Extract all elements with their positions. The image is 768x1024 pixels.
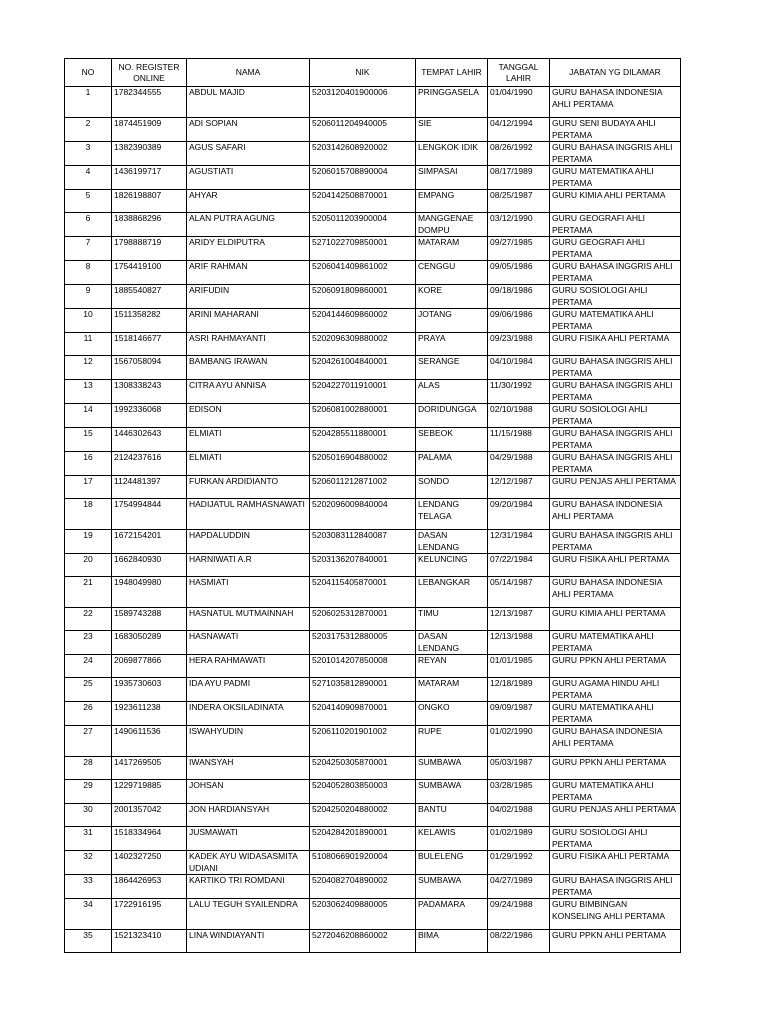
cell-jabatan: GURU PENJAS AHLI PERTAMA [550, 476, 681, 499]
table-row [65, 261, 681, 285]
cell-tempat-lahir: ONGKO [416, 702, 488, 726]
cell-nik: 5206011212871002 [310, 476, 416, 499]
cell-tempat-lahir: SUMBAWA [416, 875, 488, 899]
table-row [65, 655, 681, 678]
cell-nama: ELMIATI [187, 428, 310, 452]
table-row [65, 804, 681, 827]
cell-jabatan: GURU KIMIA AHLI PERTAMA [550, 190, 681, 213]
header-register: NO. REGISTER ONLINE [112, 59, 187, 87]
table-row [65, 780, 681, 804]
table-row [65, 899, 681, 930]
cell-jabatan: GURU BAHASA INDONESIA AHLI PERTAMA [550, 87, 681, 118]
cell-jabatan: GURU SOSIOLOGI AHLI PERTAMA [550, 404, 681, 428]
cell-jabatan: GURU SOSIOLOGI AHLI PERTAMA [550, 827, 681, 851]
table-row [65, 499, 681, 530]
cell-tempat-lahir: DASAN LENDANG [416, 631, 488, 655]
cell-nama: ARIFUDIN [187, 285, 310, 309]
cell-nik: 5204227011910001 [310, 380, 416, 404]
cell-jabatan: GURU FISIKA AHLI PERTAMA [550, 554, 681, 577]
cell-register: 1511358282 [112, 309, 187, 333]
cell-register: 2001357042 [112, 804, 187, 827]
cell-tempat-lahir: TIMU [416, 608, 488, 631]
cell-nik: 5205016904880002 [310, 452, 416, 476]
cell-tempat-lahir: PADAMARA [416, 899, 488, 930]
cell-nama: ELMIATI [187, 452, 310, 476]
cell-tempat-lahir: MATARAM [416, 237, 488, 261]
header-nik: NIK [310, 59, 416, 87]
cell-nama: KADEK AYU WIDASASMITA UDIANI [187, 851, 310, 875]
cell-nik: 5203136207840001 [310, 554, 416, 577]
cell-tanggal-lahir: 05/14/1987 [488, 577, 550, 608]
cell-register: 1446302643 [112, 428, 187, 452]
table-row [65, 190, 681, 213]
cell-jabatan: GURU MATEMATIKA AHLI PERTAMA [550, 631, 681, 655]
cell-nik: 5206015708890004 [310, 166, 416, 190]
cell-register: 1885540827 [112, 285, 187, 309]
table-row [65, 827, 681, 851]
cell-no: 10 [65, 309, 112, 333]
cell-tanggal-lahir: 09/06/1986 [488, 309, 550, 333]
cell-tempat-lahir: MANGGENAE DOMPU [416, 213, 488, 237]
cell-tempat-lahir: CENGGU [416, 261, 488, 285]
table-row [65, 118, 681, 142]
cell-tempat-lahir: DASAN LENDANG [416, 530, 488, 554]
cell-no: 33 [65, 875, 112, 899]
cell-no: 35 [65, 930, 112, 953]
cell-jabatan: GURU BAHASA INGGRIS AHLI PERTAMA [550, 428, 681, 452]
cell-register: 1838868296 [112, 213, 187, 237]
cell-nama: HERA RAHMAWATI [187, 655, 310, 678]
cell-tempat-lahir: RUPE [416, 726, 488, 757]
cell-jabatan: GURU KIMIA AHLI PERTAMA [550, 608, 681, 631]
cell-jabatan: GURU BIMBINGAN KONSELING AHLI PERTAMA [550, 899, 681, 930]
cell-register: 1662840930 [112, 554, 187, 577]
cell-nama: ALAN PUTRA AGUNG [187, 213, 310, 237]
cell-nik: 5272046208860002 [310, 930, 416, 953]
table-row [65, 476, 681, 499]
cell-tanggal-lahir: 09/18/1986 [488, 285, 550, 309]
cell-tempat-lahir: PRINGGASELA [416, 87, 488, 118]
cell-tempat-lahir: SUMBAWA [416, 757, 488, 780]
header-nama: NAMA [187, 59, 310, 87]
cell-tanggal-lahir: 04/12/1994 [488, 118, 550, 142]
cell-tanggal-lahir: 04/29/1988 [488, 452, 550, 476]
table-row [65, 851, 681, 875]
cell-tanggal-lahir: 08/26/1992 [488, 142, 550, 166]
cell-register: 1490611536 [112, 726, 187, 757]
table-row [65, 530, 681, 554]
cell-jabatan: GURU BAHASA INGGRIS AHLI PERTAMA [550, 356, 681, 380]
cell-nik: 5204250204880002 [310, 804, 416, 827]
cell-nik: 5204144609860002 [310, 309, 416, 333]
cell-nik: 5206025312870001 [310, 608, 416, 631]
cell-tanggal-lahir: 01/02/1989 [488, 827, 550, 851]
cell-jabatan: GURU BAHASA INDONESIA AHLI PERTAMA [550, 499, 681, 530]
cell-nik: 5204284201890001 [310, 827, 416, 851]
table-row [65, 237, 681, 261]
cell-tempat-lahir: PRAYA [416, 333, 488, 356]
cell-nik: 5204082704890002 [310, 875, 416, 899]
cell-nama: HASMIATI [187, 577, 310, 608]
table-row [65, 577, 681, 608]
cell-no: 17 [65, 476, 112, 499]
cell-jabatan: GURU SENI BUDAYA AHLI PERTAMA [550, 118, 681, 142]
cell-tempat-lahir: PALAMA [416, 452, 488, 476]
cell-tanggal-lahir: 01/04/1990 [488, 87, 550, 118]
cell-register: 1782344555 [112, 87, 187, 118]
cell-no: 6 [65, 213, 112, 237]
cell-nama: AGUS SAFARI [187, 142, 310, 166]
cell-register: 1683050289 [112, 631, 187, 655]
table-row [65, 356, 681, 380]
cell-nama: ABDUL MAJID [187, 87, 310, 118]
cell-register: 1417269505 [112, 757, 187, 780]
cell-jabatan: GURU MATEMATIKA AHLI PERTAMA [550, 702, 681, 726]
cell-tanggal-lahir: 01/02/1990 [488, 726, 550, 757]
cell-tanggal-lahir: 08/22/1986 [488, 930, 550, 953]
table-row [65, 380, 681, 404]
applicant-table [64, 58, 681, 953]
cell-no: 31 [65, 827, 112, 851]
cell-tanggal-lahir: 04/27/1989 [488, 875, 550, 899]
cell-nik: 5203062409880005 [310, 899, 416, 930]
cell-jabatan: GURU GEOGRAFI AHLI PERTAMA [550, 237, 681, 261]
cell-nik: 5204115405870001 [310, 577, 416, 608]
cell-nik: 5204052803850003 [310, 780, 416, 804]
cell-register: 1672154201 [112, 530, 187, 554]
cell-nama: HADIJATUL RAMHASNAWATI [187, 499, 310, 530]
cell-no: 19 [65, 530, 112, 554]
cell-tempat-lahir: KORE [416, 285, 488, 309]
table-row [65, 142, 681, 166]
cell-register: 1589743288 [112, 608, 187, 631]
cell-nik: 5203083112840087 [310, 530, 416, 554]
cell-register: 1124481397 [112, 476, 187, 499]
header-tempat-lahir: TEMPAT LAHIR [416, 59, 488, 87]
cell-nik: 5271022709850001 [310, 237, 416, 261]
cell-no: 23 [65, 631, 112, 655]
cell-tanggal-lahir: 05/03/1987 [488, 757, 550, 780]
cell-nama: AGUSTIATI [187, 166, 310, 190]
cell-no: 27 [65, 726, 112, 757]
cell-jabatan: GURU BAHASA INGGRIS AHLI PERTAMA [550, 380, 681, 404]
cell-no: 5 [65, 190, 112, 213]
cell-tempat-lahir: DORIDUNGGA [416, 404, 488, 428]
table-row [65, 726, 681, 757]
cell-no: 21 [65, 577, 112, 608]
cell-no: 20 [65, 554, 112, 577]
cell-tempat-lahir: SONDO [416, 476, 488, 499]
cell-tempat-lahir: SUMBAWA [416, 780, 488, 804]
table-row [65, 608, 681, 631]
cell-nik: 5205011203900004 [310, 213, 416, 237]
cell-nik: 5206011204940005 [310, 118, 416, 142]
cell-no: 30 [65, 804, 112, 827]
cell-nama: FURKAN ARDIDIANTO [187, 476, 310, 499]
cell-register: 2069877866 [112, 655, 187, 678]
cell-nik: 5203120401900006 [310, 87, 416, 118]
table-row [65, 333, 681, 356]
table-row [65, 309, 681, 333]
cell-nama: ISWAHYUDIN [187, 726, 310, 757]
cell-no: 34 [65, 899, 112, 930]
cell-nik: 5108066901920004 [310, 851, 416, 875]
cell-register: 1948049980 [112, 577, 187, 608]
cell-no: 24 [65, 655, 112, 678]
cell-no: 13 [65, 380, 112, 404]
cell-tanggal-lahir: 08/17/1989 [488, 166, 550, 190]
cell-no: 3 [65, 142, 112, 166]
cell-nama: JON HARDIANSYAH [187, 804, 310, 827]
table-row [65, 678, 681, 702]
cell-nik: 5203142608920002 [310, 142, 416, 166]
cell-tempat-lahir: LENGKOK IDIK [416, 142, 488, 166]
cell-tanggal-lahir: 12/13/1988 [488, 631, 550, 655]
cell-tanggal-lahir: 01/01/1985 [488, 655, 550, 678]
cell-nama: ARIF RAHMAN [187, 261, 310, 285]
cell-no: 29 [65, 780, 112, 804]
cell-tanggal-lahir: 04/02/1988 [488, 804, 550, 827]
cell-nik: 5206041409861002 [310, 261, 416, 285]
cell-nama: IWANSYAH [187, 757, 310, 780]
cell-nama: ADI SOPIAN [187, 118, 310, 142]
cell-register: 1229719885 [112, 780, 187, 804]
cell-no: 2 [65, 118, 112, 142]
cell-tanggal-lahir: 12/18/1989 [488, 678, 550, 702]
table-row [65, 428, 681, 452]
cell-register: 1923611238 [112, 702, 187, 726]
cell-no: 8 [65, 261, 112, 285]
cell-register: 1798888719 [112, 237, 187, 261]
cell-jabatan: GURU BAHASA INGGRIS AHLI PERTAMA [550, 875, 681, 899]
cell-register: 1874451909 [112, 118, 187, 142]
cell-tanggal-lahir: 09/05/1986 [488, 261, 550, 285]
cell-register: 1308338243 [112, 380, 187, 404]
cell-tanggal-lahir: 11/15/1988 [488, 428, 550, 452]
cell-tempat-lahir: MATARAM [416, 678, 488, 702]
cell-nik: 5204250305870001 [310, 757, 416, 780]
cell-tanggal-lahir: 01/29/1992 [488, 851, 550, 875]
cell-nama: HAPDALUDDIN [187, 530, 310, 554]
table-row [65, 875, 681, 899]
cell-nama: LALU TEGUH SYAILENDRA [187, 899, 310, 930]
cell-nama: IDA AYU PADMI [187, 678, 310, 702]
cell-nama: HASNATUL MUTMAINNAH [187, 608, 310, 631]
cell-register: 1382390389 [112, 142, 187, 166]
cell-no: 11 [65, 333, 112, 356]
cell-register: 1518334964 [112, 827, 187, 851]
cell-jabatan: GURU PPKN AHLI PERTAMA [550, 930, 681, 953]
cell-nama: ARIDY ELDIPUTRA [187, 237, 310, 261]
cell-no: 9 [65, 285, 112, 309]
cell-jabatan: GURU FISIKA AHLI PERTAMA [550, 851, 681, 875]
cell-jabatan: GURU BAHASA INGGRIS AHLI PERTAMA [550, 530, 681, 554]
cell-jabatan: GURU PENJAS AHLI PERTAMA [550, 804, 681, 827]
cell-tempat-lahir: ALAS [416, 380, 488, 404]
header-row [65, 59, 681, 87]
cell-register: 1935730603 [112, 678, 187, 702]
cell-nama: ARINI MAHARANI [187, 309, 310, 333]
cell-no: 1 [65, 87, 112, 118]
cell-tanggal-lahir: 08/25/1987 [488, 190, 550, 213]
cell-nama: HARNIWATI A.R [187, 554, 310, 577]
cell-nama: CITRA AYU ANNISA [187, 380, 310, 404]
table-row [65, 554, 681, 577]
cell-nama: HASNAWATI [187, 631, 310, 655]
cell-tempat-lahir: LEBANGKAR [416, 577, 488, 608]
cell-tempat-lahir: SIE [416, 118, 488, 142]
cell-jabatan: GURU PPKN AHLI PERTAMA [550, 655, 681, 678]
cell-tanggal-lahir: 09/20/1984 [488, 499, 550, 530]
table-row [65, 213, 681, 237]
cell-tanggal-lahir: 09/24/1988 [488, 899, 550, 930]
cell-tanggal-lahir: 12/31/1984 [488, 530, 550, 554]
cell-register: 1521323410 [112, 930, 187, 953]
cell-register: 1722916195 [112, 899, 187, 930]
cell-nama: ASRI RAHMAYANTI [187, 333, 310, 356]
cell-nik: 5206110201901002 [310, 726, 416, 757]
cell-register: 1402327250 [112, 851, 187, 875]
cell-jabatan: GURU FISIKA AHLI PERTAMA [550, 333, 681, 356]
cell-no: 7 [65, 237, 112, 261]
cell-no: 28 [65, 757, 112, 780]
cell-register: 1567058094 [112, 356, 187, 380]
cell-nama: LINA WINDIAYANTI [187, 930, 310, 953]
cell-tanggal-lahir: 07/22/1984 [488, 554, 550, 577]
cell-tanggal-lahir: 09/09/1987 [488, 702, 550, 726]
cell-no: 18 [65, 499, 112, 530]
cell-tanggal-lahir: 03/12/1990 [488, 213, 550, 237]
cell-tempat-lahir: BULELENG [416, 851, 488, 875]
cell-nik: 5204140909870001 [310, 702, 416, 726]
table-row [65, 631, 681, 655]
table-row [65, 452, 681, 476]
cell-tempat-lahir: BANTU [416, 804, 488, 827]
cell-nik: 5202096009840004 [310, 499, 416, 530]
cell-nik: 5204142508870001 [310, 190, 416, 213]
table-row [65, 166, 681, 190]
cell-no: 16 [65, 452, 112, 476]
table-row [65, 87, 681, 118]
cell-jabatan: GURU BAHASA INDONESIA AHLI PERTAMA [550, 726, 681, 757]
cell-nama: JOHSAN [187, 780, 310, 804]
cell-nik: 5201014207850008 [310, 655, 416, 678]
cell-register: 1518146677 [112, 333, 187, 356]
cell-jabatan: GURU MATEMATIKA AHLI PERTAMA [550, 780, 681, 804]
cell-tempat-lahir: SEBEOK [416, 428, 488, 452]
cell-nama: EDISON [187, 404, 310, 428]
cell-no: 32 [65, 851, 112, 875]
cell-tempat-lahir: REYAN [416, 655, 488, 678]
cell-tempat-lahir: KELAWIS [416, 827, 488, 851]
cell-no: 12 [65, 356, 112, 380]
cell-no: 22 [65, 608, 112, 631]
cell-tanggal-lahir: 11/30/1992 [488, 380, 550, 404]
cell-tempat-lahir: LENDANG TELAGA [416, 499, 488, 530]
cell-nik: 5271035812890001 [310, 678, 416, 702]
header-tanggal-lahir: TANGGAL LAHIR [488, 59, 550, 87]
cell-nama: INDERA OKSILADINATA [187, 702, 310, 726]
table-row [65, 285, 681, 309]
cell-no: 25 [65, 678, 112, 702]
cell-tanggal-lahir: 03/28/1985 [488, 780, 550, 804]
cell-tempat-lahir: BIMA [416, 930, 488, 953]
cell-tempat-lahir: KELUNCING [416, 554, 488, 577]
cell-register: 1864426953 [112, 875, 187, 899]
cell-nama: BAMBANG IRAWAN [187, 356, 310, 380]
cell-tempat-lahir: SERANGE [416, 356, 488, 380]
cell-register: 1992336068 [112, 404, 187, 428]
cell-nik: 5203175312880005 [310, 631, 416, 655]
cell-jabatan: GURU BAHASA INDONESIA AHLI PERTAMA [550, 577, 681, 608]
cell-tempat-lahir: JOTANG [416, 309, 488, 333]
cell-tanggal-lahir: 12/13/1987 [488, 608, 550, 631]
cell-tanggal-lahir: 04/10/1984 [488, 356, 550, 380]
cell-jabatan: GURU BAHASA INGGRIS AHLI PERTAMA [550, 142, 681, 166]
cell-nik: 5202096309880002 [310, 333, 416, 356]
cell-jabatan: GURU GEOGRAFI AHLI PERTAMA [550, 213, 681, 237]
table-row [65, 930, 681, 953]
cell-tanggal-lahir: 09/27/1985 [488, 237, 550, 261]
cell-register: 1436199717 [112, 166, 187, 190]
cell-jabatan: GURU BAHASA INGGRIS AHLI PERTAMA [550, 452, 681, 476]
cell-register: 1754419100 [112, 261, 187, 285]
cell-nik: 5204285511880001 [310, 428, 416, 452]
table-row [65, 702, 681, 726]
cell-tanggal-lahir: 02/10/1988 [488, 404, 550, 428]
cell-tanggal-lahir: 12/12/1987 [488, 476, 550, 499]
cell-no: 26 [65, 702, 112, 726]
cell-tanggal-lahir: 09/23/1988 [488, 333, 550, 356]
cell-jabatan: GURU SOSIOLOGI AHLI PERTAMA [550, 285, 681, 309]
table-row [65, 404, 681, 428]
cell-tempat-lahir: EMPANG [416, 190, 488, 213]
cell-jabatan: GURU PPKN AHLI PERTAMA [550, 757, 681, 780]
cell-tempat-lahir: SIMPASAI [416, 166, 488, 190]
header-no: NO [65, 59, 112, 87]
cell-nama: AHYAR [187, 190, 310, 213]
cell-no: 15 [65, 428, 112, 452]
header-jabatan: JABATAN YG DILAMAR [550, 59, 681, 87]
cell-register: 1754994844 [112, 499, 187, 530]
cell-register: 1826198807 [112, 190, 187, 213]
cell-nik: 5206091809860001 [310, 285, 416, 309]
cell-nama: JUSMAWATI [187, 827, 310, 851]
cell-no: 4 [65, 166, 112, 190]
table-row [65, 757, 681, 780]
cell-register: 2124237616 [112, 452, 187, 476]
cell-no: 14 [65, 404, 112, 428]
cell-nama: KARTIKO TRI ROMDANI [187, 875, 310, 899]
cell-nik: 5206081002880001 [310, 404, 416, 428]
cell-jabatan: GURU MATEMATIKA AHLI PERTAMA [550, 309, 681, 333]
cell-jabatan: GURU BAHASA INGGRIS AHLI PERTAMA [550, 261, 681, 285]
cell-nik: 5204261004840001 [310, 356, 416, 380]
cell-jabatan: GURU MATEMATIKA AHLI PERTAMA [550, 166, 681, 190]
cell-jabatan: GURU AGAMA HINDU AHLI PERTAMA [550, 678, 681, 702]
